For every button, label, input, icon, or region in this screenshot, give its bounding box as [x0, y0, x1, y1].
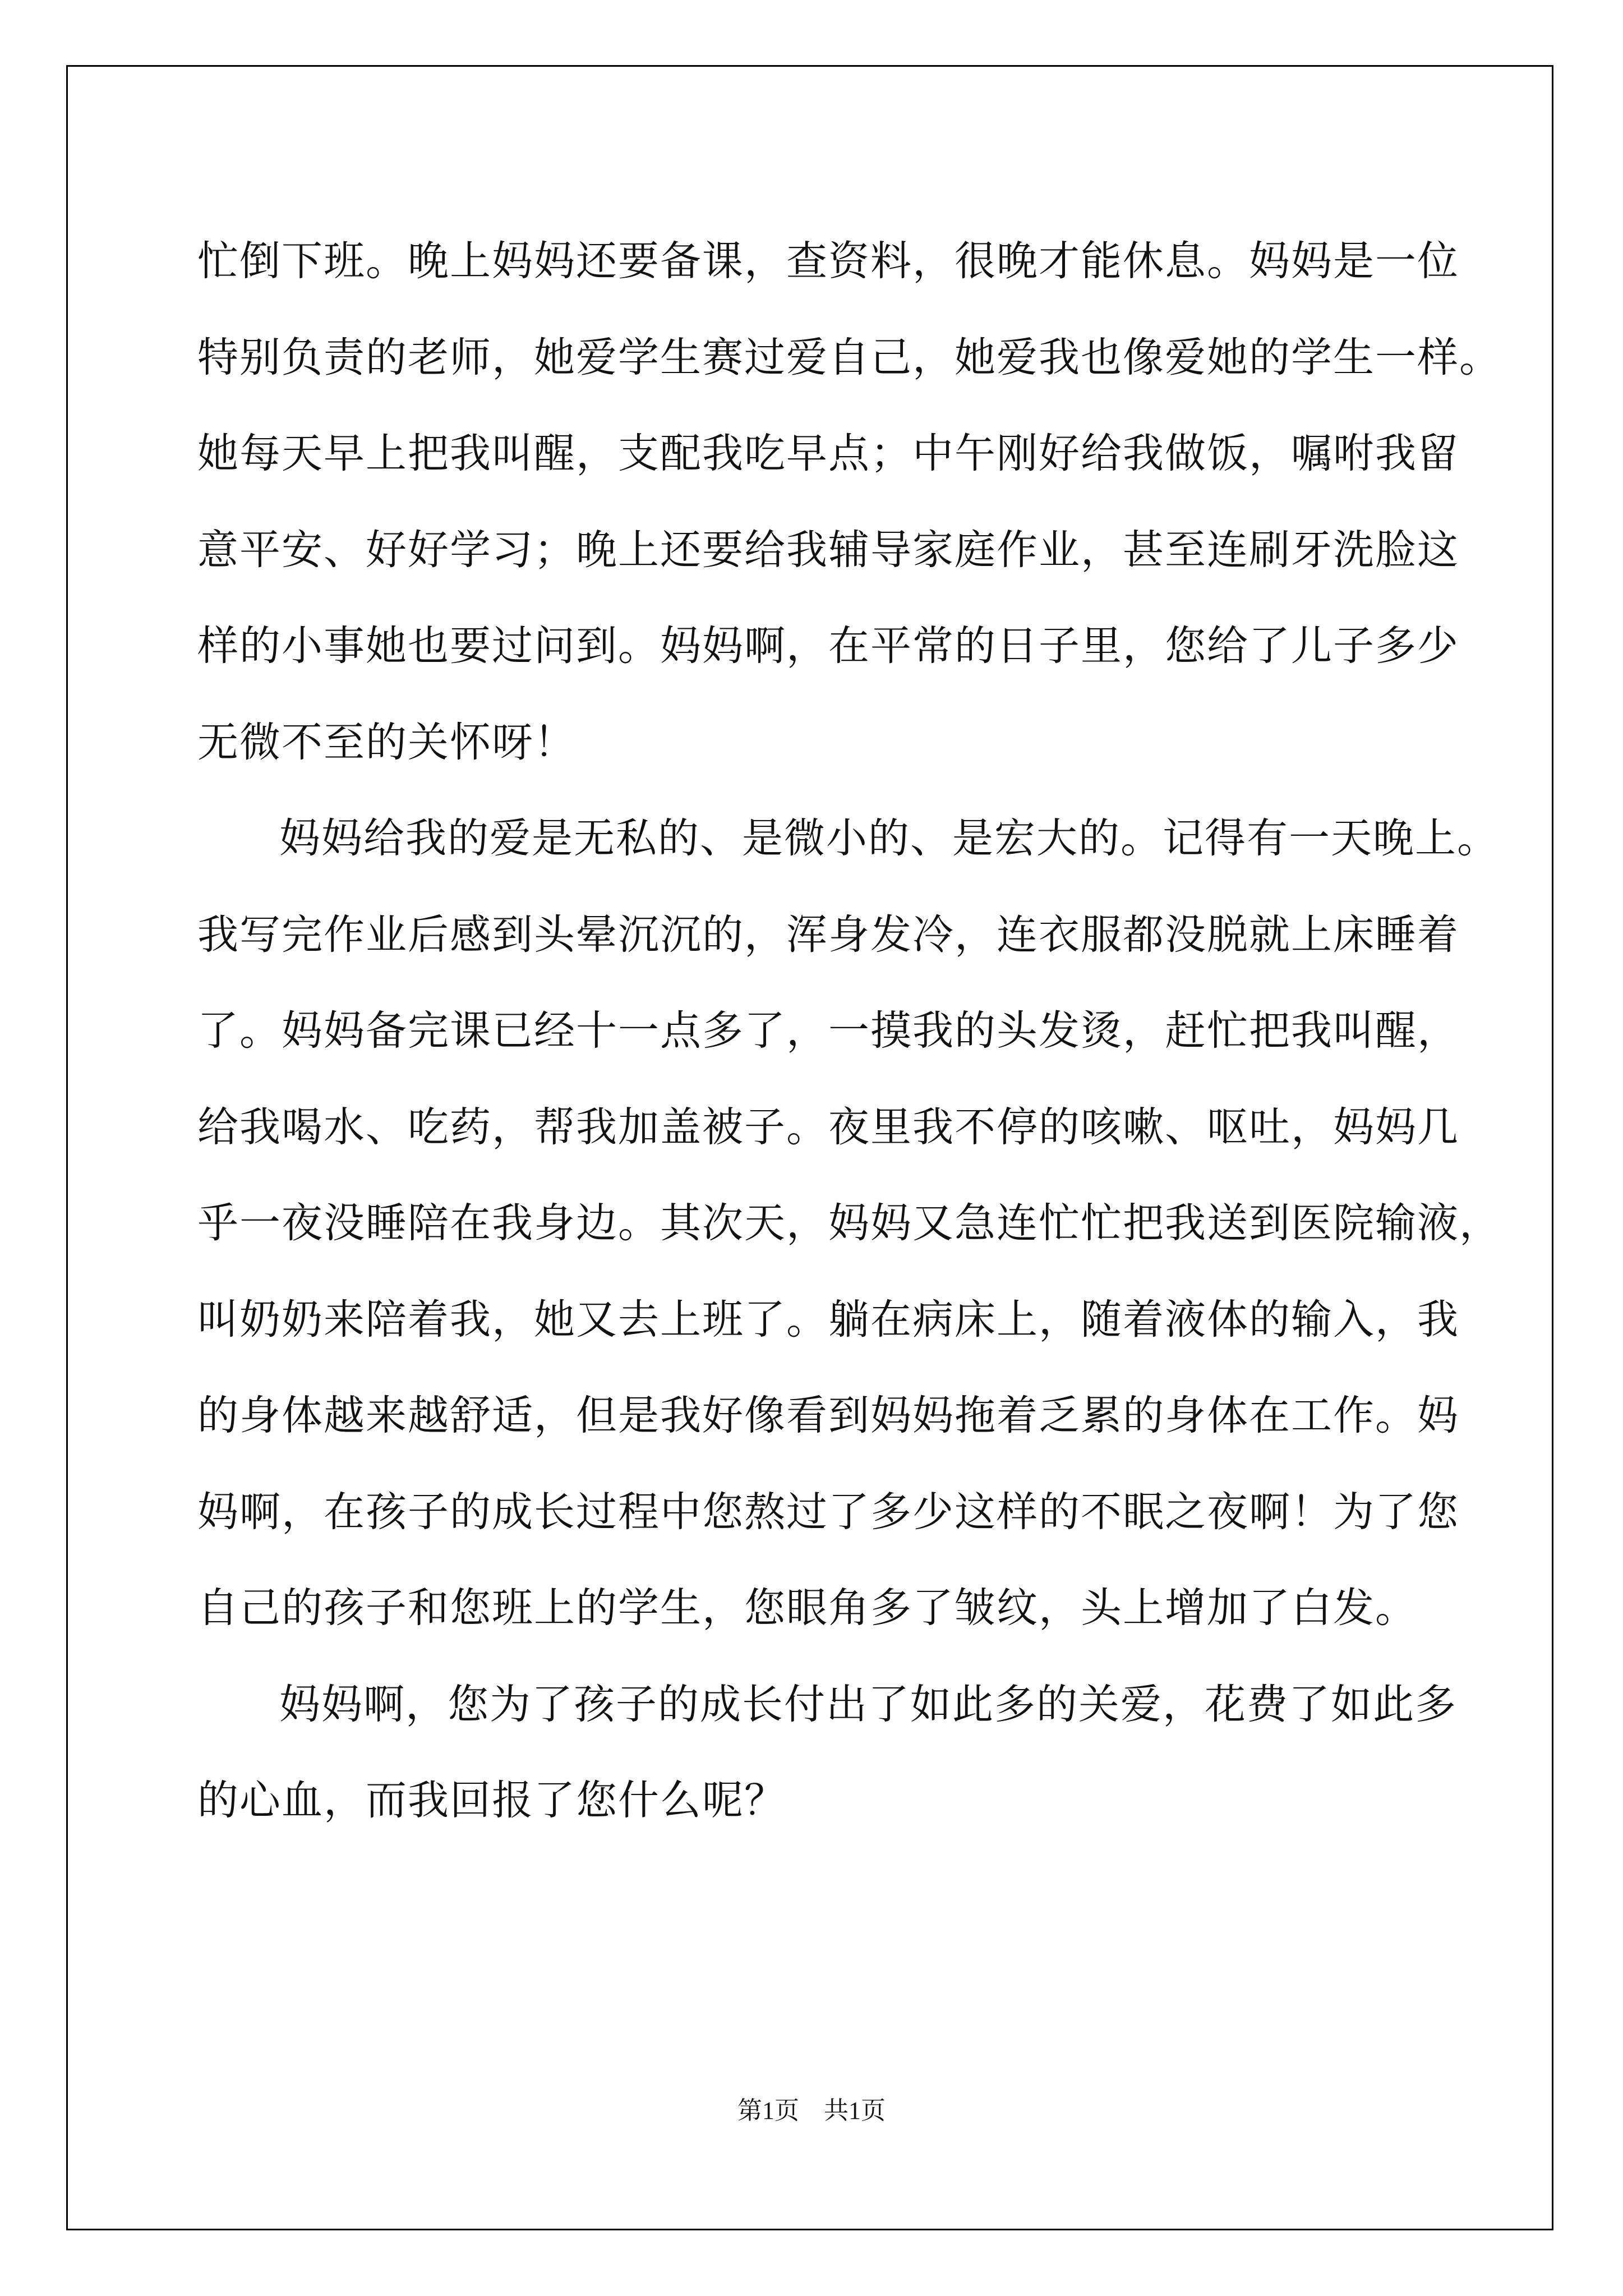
- text-line: 乎一夜没睡陪在我身边。其次天，妈妈又急连忙忙把我送到医院输液，: [197, 1199, 1501, 1247]
- text-line: 忙倒下班。晚上妈妈还要备课，查资料，很晚才能休息。妈妈是一位: [197, 237, 1459, 285]
- text-line: 了。妈妈备完课已经十一点多了，一摸我的头发烫，赶忙把我叫醒，: [197, 1007, 1459, 1055]
- text-line: 样的小事她也要过问到。妈妈啊，在平常的日子里，您给了儿子多少: [197, 622, 1459, 670]
- paragraph-first-line: 妈妈啊，您为了孩子的成长付出了如此多的关爱，花费了如此多: [279, 1680, 1457, 1728]
- paragraph-first-line: 妈妈给我的爱是无私的、是微小的、是宏大的。记得有一天晚上。: [279, 815, 1499, 862]
- text-line: 我写完作业后感到头晕沉沉的，浑身发冷，连衣服都没脱就上床睡着: [197, 910, 1459, 959]
- document-body: [197, 213, 1501, 1849]
- text-line: 意平安、好好学习；晚上还要给我辅导家庭作业，甚至连刷牙洗脸这: [197, 526, 1459, 574]
- text-line: 妈啊，在孩子的成长过程中您熬过了多少这样的不眠之夜啊！为了您: [197, 1488, 1459, 1536]
- text-line: 的心血，而我回报了您什么呢？: [197, 1777, 786, 1824]
- text-line: 无微不至的关怀呀！: [197, 718, 576, 766]
- text-line: 自己的孩子和您班上的学生，您眼角多了皱纹，头上增加了白发。: [197, 1584, 1417, 1632]
- text-line: 给我喝水、吃药，帮我加盖被子。夜里我不停的咳嗽、呕吐，妈妈几: [197, 1103, 1459, 1151]
- text-line: 的身体越来越舒适，但是我好像看到妈妈拖着乏累的身体在工作。妈: [197, 1392, 1459, 1439]
- page-number-footer: 第1页 共1页: [737, 2097, 886, 2124]
- text-line: 特别负责的老师，她爱学生赛过爱自己，她爱我也像爱她的学生一样。: [197, 333, 1501, 381]
- text-line: 叫奶奶来陪着我，她又去上班了。躺在病床上，随着液体的输入，我: [197, 1295, 1459, 1343]
- text-line: 她每天早上把我叫醒，支配我吃早点；中午刚好给我做饭，嘱咐我留: [197, 430, 1459, 477]
